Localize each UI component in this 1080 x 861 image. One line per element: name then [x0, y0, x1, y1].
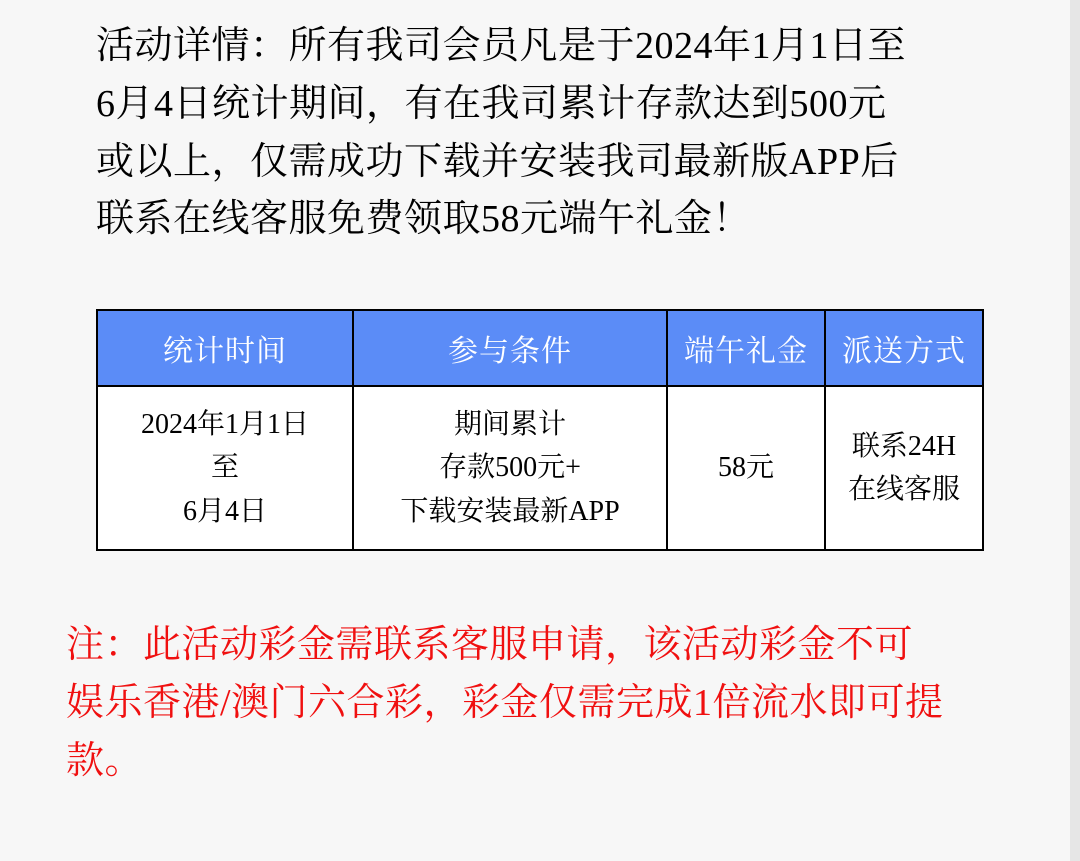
cell-delivery-line-1: 联系24H: [851, 430, 957, 462]
column-header-condition: 参与条件: [353, 310, 667, 386]
cell-condition-line-1: 期间累计: [453, 409, 566, 440]
table-row: [97, 386, 983, 550]
cell-participation-condition: [353, 386, 667, 550]
cell-time-line-3: 6月4日: [182, 495, 267, 527]
column-header-gift: 端午礼金: [667, 310, 825, 386]
table-header-row: [97, 310, 983, 386]
cell-time-line-2: 至: [210, 452, 239, 484]
cell-gift-amount: 58元: [667, 386, 825, 550]
promo-table-header: [97, 310, 983, 386]
cell-delivery-line-2: 在线客服: [847, 474, 960, 506]
page-right-edge: [1070, 0, 1080, 861]
promo-table-body: [97, 386, 983, 550]
promo-note-paragraph: 注：此活动彩金需联系客服申请，该活动彩金不可娱乐香港/澳门六合彩，彩金仅需完成1倍流水即可提款。: [66, 624, 944, 782]
cell-statistic-time: [97, 386, 353, 550]
column-header-time: 统计时间: [97, 310, 353, 386]
column-header-delivery: 派送方式: [825, 310, 983, 386]
cell-condition-line-2: 存款500元+: [439, 452, 581, 484]
promo-table-container: [96, 309, 982, 551]
cell-delivery-method: [825, 386, 983, 550]
cell-condition-line-3: 下载安装最新APP: [400, 495, 620, 527]
cell-time-line-1: 2024年1月1日: [140, 409, 309, 440]
promo-details-paragraph: 活动详情：所有我司会员凡是于2024年1月1日至6月4日统计期间，有在我司累计存款达到500元或以上，仅需成功下载并安装我司最新版APP后联系在线客服免费领取58元端午礼金！: [96, 25, 907, 241]
promo-table: [96, 309, 984, 551]
